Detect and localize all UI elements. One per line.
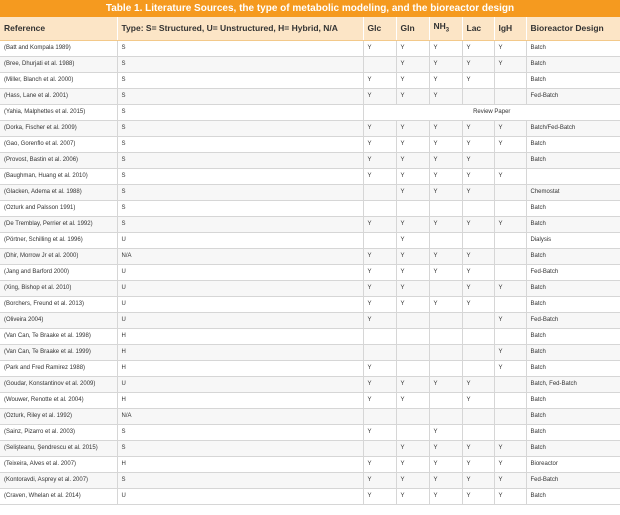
cell-glc: Y (363, 424, 396, 440)
cell-nh3: Y (429, 264, 462, 280)
cell-type: S (117, 168, 363, 184)
cell-lac: Y (462, 488, 494, 504)
cell-type: S (117, 88, 363, 104)
cell-nh3: Y (429, 120, 462, 136)
cell-nh3: Y (429, 88, 462, 104)
cell-type: U (117, 280, 363, 296)
cell-igh (494, 328, 526, 344)
cell-gln: Y (396, 456, 429, 472)
cell-type: S (117, 200, 363, 216)
cell-igh (494, 392, 526, 408)
cell-nh3: Y (429, 440, 462, 456)
cell-gln: Y (396, 136, 429, 152)
cell-type: S (117, 216, 363, 232)
header-nh3-main: NH (433, 21, 446, 31)
cell-reference: (Provost, Bastin et al. 2006) (0, 152, 117, 168)
cell-nh3 (429, 280, 462, 296)
cell-design: Batch (526, 392, 620, 408)
cell-lac: Y (462, 264, 494, 280)
cell-igh: Y (494, 472, 526, 488)
cell-igh: Y (494, 344, 526, 360)
table-row (0, 232, 620, 248)
cell-type: S (117, 40, 363, 56)
table-row (0, 184, 620, 200)
cell-nh3: Y (429, 456, 462, 472)
cell-gln (396, 360, 429, 376)
cell-type: S (117, 152, 363, 168)
cell-design: Batch, Fed-Batch (526, 376, 620, 392)
table-row (0, 280, 620, 296)
cell-lac: Y (462, 376, 494, 392)
cell-reference: (Ozturk, Riley et al. 1992) (0, 408, 117, 424)
cell-reference: (Pörtner, Schilling et al. 1996) (0, 232, 117, 248)
cell-gln: Y (396, 488, 429, 504)
cell-type: S (117, 136, 363, 152)
cell-type: H (117, 392, 363, 408)
cell-type: S (117, 184, 363, 200)
cell-lac: Y (462, 248, 494, 264)
cell-type: S (117, 440, 363, 456)
cell-igh: Y (494, 168, 526, 184)
cell-nh3: Y (429, 168, 462, 184)
table-row (0, 312, 620, 328)
cell-gln: Y (396, 88, 429, 104)
cell-nh3: Y (429, 424, 462, 440)
cell-igh (494, 152, 526, 168)
cell-reference: (Batt and Kompala 1989) (0, 40, 117, 56)
header-igh: IgH (494, 17, 526, 40)
cell-glc (363, 56, 396, 72)
cell-glc: Y (363, 88, 396, 104)
cell-glc (363, 328, 396, 344)
cell-reference: (Yahia, Malphettes et al. 2015) (0, 104, 117, 120)
cell-igh (494, 200, 526, 216)
cell-glc: Y (363, 72, 396, 88)
header-reference: Reference (0, 17, 117, 40)
cell-type: S (117, 120, 363, 136)
cell-reference: (Park and Fred Ramirez 1988) (0, 360, 117, 376)
cell-glc (363, 440, 396, 456)
cell-igh: Y (494, 120, 526, 136)
cell-reference: (Wouwer, Renotte et al. 2004) (0, 392, 117, 408)
table-row (0, 56, 620, 72)
cell-gln: Y (396, 440, 429, 456)
cell-nh3: Y (429, 248, 462, 264)
cell-reference: (De Tremblay, Perrier et al. 1992) (0, 216, 117, 232)
cell-gln: Y (396, 216, 429, 232)
cell-reference: (Teixeira, Alves et al. 2007) (0, 456, 117, 472)
cell-lac (462, 408, 494, 424)
cell-design: Batch (526, 280, 620, 296)
header-lac: Lac (462, 17, 494, 40)
cell-glc: Y (363, 488, 396, 504)
table-row (0, 456, 620, 472)
cell-design: Fed-Batch (526, 264, 620, 280)
cell-type: H (117, 344, 363, 360)
table-row (0, 120, 620, 136)
cell-igh (494, 296, 526, 312)
cell-lac (462, 424, 494, 440)
cell-reference: (Ozturk and Palsson 1991) (0, 200, 117, 216)
table-row (0, 360, 620, 376)
cell-glc: Y (363, 264, 396, 280)
cell-lac: Y (462, 136, 494, 152)
cell-reference: (Gao, Gorenflo et al. 2007) (0, 136, 117, 152)
table-row (0, 200, 620, 216)
table-row (0, 440, 620, 456)
cell-igh (494, 72, 526, 88)
cell-design: Batch (526, 424, 620, 440)
cell-design (526, 168, 620, 184)
cell-glc: Y (363, 136, 396, 152)
table-row (0, 472, 620, 488)
cell-design: Chemostat (526, 184, 620, 200)
cell-type: U (117, 312, 363, 328)
table-row (0, 216, 620, 232)
cell-igh (494, 264, 526, 280)
cell-design: Batch (526, 296, 620, 312)
cell-lac (462, 88, 494, 104)
cell-type: U (117, 376, 363, 392)
cell-nh3: Y (429, 56, 462, 72)
cell-design: Batch (526, 360, 620, 376)
header-gln: Gln (396, 17, 429, 40)
cell-lac: Y (462, 296, 494, 312)
cell-design: Fed-Batch (526, 312, 620, 328)
cell-igh: Y (494, 56, 526, 72)
cell-lac (462, 360, 494, 376)
table-row (0, 248, 620, 264)
cell-igh: Y (494, 40, 526, 56)
cell-type: S (117, 104, 363, 120)
cell-nh3: Y (429, 40, 462, 56)
cell-gln (396, 328, 429, 344)
table-row (0, 328, 620, 344)
cell-igh: Y (494, 488, 526, 504)
cell-lac: Y (462, 184, 494, 200)
cell-glc (363, 232, 396, 248)
cell-reference: (Kontoravdi, Asprey et al. 2007) (0, 472, 117, 488)
cell-reference: (Xing, Bishop et al. 2010) (0, 280, 117, 296)
cell-reference: (Glacken, Adema et al. 1988) (0, 184, 117, 200)
table-row (0, 168, 620, 184)
cell-type: U (117, 232, 363, 248)
cell-reference: (Craven, Whelan et al. 2014) (0, 488, 117, 504)
table-row (0, 296, 620, 312)
cell-glc: Y (363, 456, 396, 472)
cell-nh3: Y (429, 152, 462, 168)
cell-design: Batch (526, 152, 620, 168)
cell-lac: Y (462, 392, 494, 408)
cell-design: Batch (526, 440, 620, 456)
cell-reference: (Oliveira 2004) (0, 312, 117, 328)
cell-reference: (Borchers, Freund et al. 2013) (0, 296, 117, 312)
cell-type: S (117, 424, 363, 440)
cell-glc: Y (363, 168, 396, 184)
cell-gln: Y (396, 168, 429, 184)
cell-igh: Y (494, 136, 526, 152)
cell-glc: Y (363, 216, 396, 232)
cell-type: S (117, 72, 363, 88)
table-row (0, 264, 620, 280)
cell-reference: (Selişteanu, Şendrescu et al. 2015) (0, 440, 117, 456)
cell-design: Batch (526, 328, 620, 344)
cell-igh: Y (494, 360, 526, 376)
cell-igh (494, 232, 526, 248)
cell-nh3: Y (429, 184, 462, 200)
cell-igh (494, 248, 526, 264)
table-row (0, 104, 620, 120)
table-row (0, 72, 620, 88)
cell-reference: (Baughman, Huang et al. 2010) (0, 168, 117, 184)
cell-type: H (117, 456, 363, 472)
cell-gln: Y (396, 184, 429, 200)
cell-design: Fed-Batch (526, 472, 620, 488)
cell-design: Batch (526, 216, 620, 232)
header-nh3 (429, 17, 462, 40)
cell-type: H (117, 328, 363, 344)
cell-igh (494, 408, 526, 424)
cell-glc: Y (363, 296, 396, 312)
table-row (0, 408, 620, 424)
cell-gln (396, 312, 429, 328)
header-glc: Glc (363, 17, 396, 40)
cell-reference: (Miller, Blanch et al. 2000) (0, 72, 117, 88)
cell-type: H (117, 360, 363, 376)
cell-design: Batch/Fed-Batch (526, 120, 620, 136)
header-type: Type: S= Structured, U= Unstructured, H= Hybrid, N/A (117, 17, 363, 40)
cell-igh: Y (494, 216, 526, 232)
cell-lac: Y (462, 40, 494, 56)
cell-gln (396, 344, 429, 360)
table-row (0, 488, 620, 504)
cell-lac (462, 232, 494, 248)
cell-gln (396, 408, 429, 424)
cell-lac (462, 312, 494, 328)
cell-gln: Y (396, 248, 429, 264)
cell-reference: (Van Can, Te Braake et al. 1999) (0, 344, 117, 360)
cell-design: Batch (526, 56, 620, 72)
cell-type: S (117, 56, 363, 72)
cell-glc (363, 344, 396, 360)
cell-glc (363, 200, 396, 216)
cell-nh3: Y (429, 376, 462, 392)
cell-glc: Y (363, 248, 396, 264)
cell-reference: (Van Can, Te Braake et al. 1998) (0, 328, 117, 344)
cell-glc: Y (363, 392, 396, 408)
cell-type: U (117, 488, 363, 504)
cell-design: Bioreactor (526, 456, 620, 472)
table-row (0, 40, 620, 56)
cell-lac: Y (462, 456, 494, 472)
cell-design: Batch (526, 344, 620, 360)
cell-glc: Y (363, 312, 396, 328)
cell-design: Dialysis (526, 232, 620, 248)
cell-nh3: Y (429, 472, 462, 488)
table-row (0, 344, 620, 360)
cell-gln: Y (396, 376, 429, 392)
cell-glc: Y (363, 120, 396, 136)
table-row (0, 136, 620, 152)
cell-lac: Y (462, 120, 494, 136)
literature-table (0, 17, 620, 505)
cell-lac: Y (462, 216, 494, 232)
cell-gln (396, 200, 429, 216)
cell-glc (363, 184, 396, 200)
cell-design: Batch (526, 200, 620, 216)
cell-design: Batch (526, 136, 620, 152)
cell-reference: (Sainz, Pizarro et al. 2003) (0, 424, 117, 440)
cell-igh (494, 184, 526, 200)
cell-gln: Y (396, 472, 429, 488)
cell-nh3 (429, 200, 462, 216)
cell-design: Batch (526, 488, 620, 504)
table-title: Table 1. Literature Sources, the type of metabolic modeling, and the bioreactor design (0, 0, 620, 17)
table-row (0, 88, 620, 104)
cell-glc: Y (363, 280, 396, 296)
cell-nh3: Y (429, 72, 462, 88)
cell-igh: Y (494, 280, 526, 296)
cell-igh: Y (494, 456, 526, 472)
cell-nh3: Y (429, 216, 462, 232)
cell-type: U (117, 296, 363, 312)
cell-igh (494, 424, 526, 440)
cell-lac (462, 344, 494, 360)
cell-glc: Y (363, 360, 396, 376)
table-row (0, 392, 620, 408)
cell-gln: Y (396, 40, 429, 56)
cell-type: N/A (117, 408, 363, 424)
cell-gln: Y (396, 392, 429, 408)
cell-lac: Y (462, 152, 494, 168)
cell-igh (494, 376, 526, 392)
cell-type: S (117, 472, 363, 488)
cell-glc (363, 408, 396, 424)
cell-nh3 (429, 328, 462, 344)
cell-nh3 (429, 360, 462, 376)
cell-type: U (117, 264, 363, 280)
cell-nh3 (429, 344, 462, 360)
cell-glc: Y (363, 40, 396, 56)
cell-gln: Y (396, 264, 429, 280)
cell-review-paper: Review Paper (363, 104, 620, 120)
cell-lac (462, 328, 494, 344)
cell-gln: Y (396, 152, 429, 168)
cell-gln (396, 424, 429, 440)
cell-gln: Y (396, 232, 429, 248)
cell-igh: Y (494, 312, 526, 328)
cell-lac: Y (462, 56, 494, 72)
cell-gln: Y (396, 56, 429, 72)
cell-type: N/A (117, 248, 363, 264)
cell-glc: Y (363, 376, 396, 392)
cell-lac: Y (462, 472, 494, 488)
cell-glc: Y (363, 152, 396, 168)
cell-reference: (Dhir, Morrow Jr et al. 2000) (0, 248, 117, 264)
header-nh3-subscript: 3 (445, 27, 450, 34)
cell-design: Batch (526, 72, 620, 88)
cell-glc: Y (363, 472, 396, 488)
cell-nh3 (429, 408, 462, 424)
cell-design: Fed-Batch (526, 88, 620, 104)
cell-gln: Y (396, 72, 429, 88)
header-design: Bioreactor Design (526, 17, 620, 40)
table-row (0, 424, 620, 440)
cell-lac: Y (462, 168, 494, 184)
header-row (0, 17, 620, 40)
cell-lac: Y (462, 72, 494, 88)
cell-nh3: Y (429, 488, 462, 504)
cell-nh3 (429, 232, 462, 248)
cell-reference: (Hass, Lane et al. 2001) (0, 88, 117, 104)
table-row (0, 376, 620, 392)
cell-gln: Y (396, 280, 429, 296)
cell-reference: (Goudar, Konstantinov et al. 2009) (0, 376, 117, 392)
table-row (0, 152, 620, 168)
cell-design: Batch (526, 40, 620, 56)
cell-gln: Y (396, 296, 429, 312)
cell-igh: Y (494, 440, 526, 456)
cell-lac: Y (462, 280, 494, 296)
cell-gln: Y (396, 120, 429, 136)
cell-lac (462, 200, 494, 216)
cell-nh3 (429, 312, 462, 328)
cell-nh3 (429, 392, 462, 408)
cell-design: Batch (526, 248, 620, 264)
cell-design: Batch (526, 408, 620, 424)
cell-reference: (Dorka, Fischer et al. 2009) (0, 120, 117, 136)
table-body (0, 40, 620, 504)
cell-igh (494, 88, 526, 104)
cell-nh3: Y (429, 296, 462, 312)
cell-nh3: Y (429, 136, 462, 152)
cell-reference: (Jang and Barford 2000) (0, 264, 117, 280)
cell-lac: Y (462, 440, 494, 456)
cell-reference: (Bree, Dhurjati et al. 1988) (0, 56, 117, 72)
